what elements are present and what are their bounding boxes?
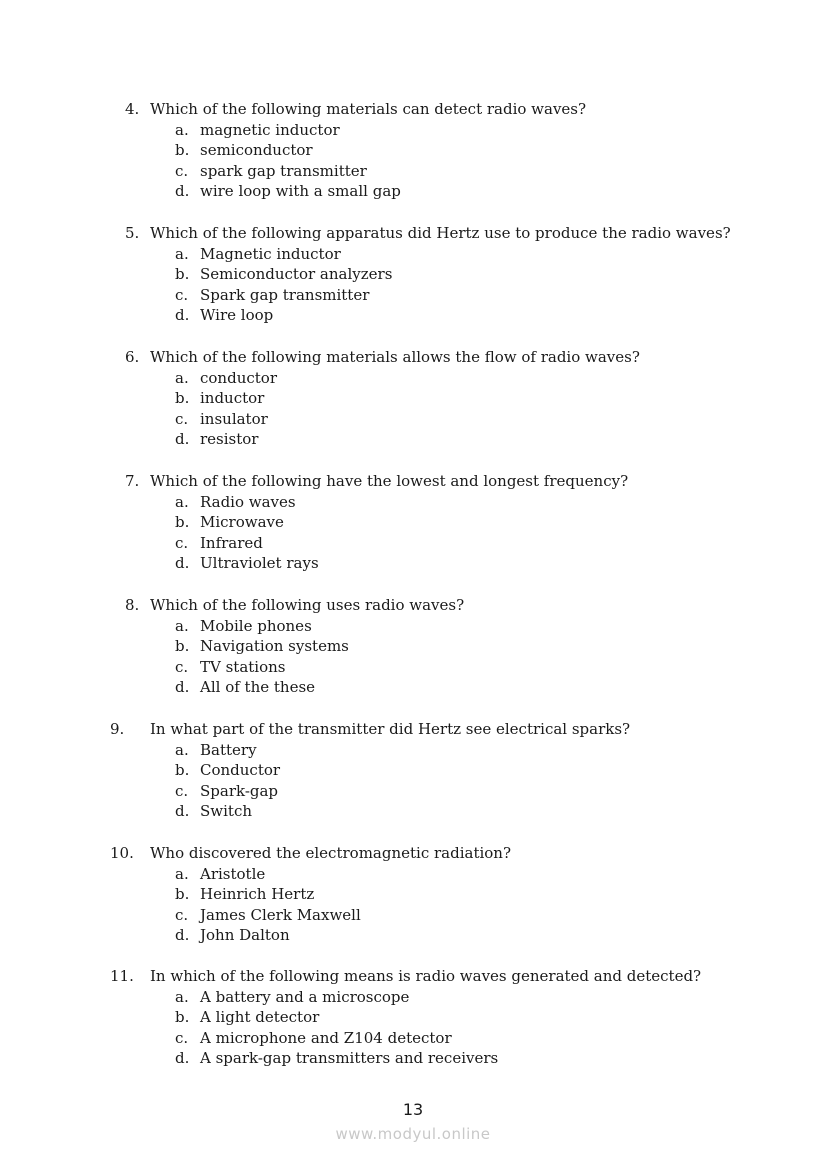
question-number: 10. (110, 844, 134, 862)
option-text: A battery and a microscope (200, 988, 410, 1006)
option-letter: a. (175, 988, 189, 1006)
option-letter: a. (175, 121, 189, 139)
option-letter: c. (175, 162, 189, 180)
option-letter: a. (175, 369, 189, 387)
option-text: wire loop with a small gap (200, 182, 401, 200)
option-text: Semiconductor analyzers (200, 265, 393, 283)
option-letter: b. (175, 761, 190, 779)
option-text: Navigation systems (200, 637, 349, 655)
page-number: 13 (402, 1100, 424, 1119)
option-text: magnetic inductor (200, 121, 340, 139)
question-text: Which of the following materials can detect radio waves? (150, 100, 587, 118)
option-letter: b. (175, 389, 190, 407)
option-letter: c. (175, 410, 189, 428)
option-text: insulator (200, 410, 268, 428)
question-text: In which of the following means is radio waves generated and detected? (150, 967, 702, 985)
option-text: A microphone and Z104 detector (200, 1029, 452, 1047)
option-text: John Dalton (200, 926, 290, 944)
option-text: Spark gap transmitter (200, 286, 370, 304)
option-letter: d. (175, 306, 190, 324)
option-text: Mobile phones (200, 617, 312, 635)
question-number: 7. (125, 472, 140, 490)
option-letter: b. (175, 637, 190, 655)
option-letter: d. (175, 926, 190, 944)
option-text: Aristotle (200, 865, 266, 883)
option-letter: d. (175, 802, 190, 820)
option-letter: a. (175, 741, 189, 759)
option-text: Infrared (200, 534, 263, 552)
option-letter: b. (175, 513, 190, 531)
question-text: In what part of the transmitter did Hertz see electrical sparks? (150, 720, 631, 738)
question-number: 4. (125, 100, 140, 118)
option-letter: a. (175, 865, 189, 883)
option-text: Ultraviolet rays (200, 554, 319, 572)
option-letter: d. (175, 1049, 190, 1067)
question-text: Who discovered the electromagnetic radiation? (150, 844, 512, 862)
option-text: conductor (200, 369, 277, 387)
option-letter: c. (175, 658, 189, 676)
option-text: Battery (200, 741, 257, 759)
watermark: www.modyul.online (335, 1125, 491, 1143)
question-number: 8. (125, 596, 140, 614)
option-text: spark gap transmitter (200, 162, 367, 180)
option-letter: c. (175, 906, 189, 924)
option-text: inductor (200, 389, 265, 407)
question-text: Which of the following materials allows the flow of radio waves? (150, 348, 640, 366)
option-text: A light detector (200, 1008, 320, 1026)
option-letter: d. (175, 430, 190, 448)
question-text: Which of the following apparatus did Hertz use to produce the radio waves? (150, 224, 731, 242)
option-text: All of the these (200, 678, 316, 696)
option-letter: c. (175, 534, 189, 552)
option-letter: b. (175, 1008, 190, 1026)
option-letter: a. (175, 245, 189, 263)
option-text: resistor (200, 430, 259, 448)
question-number: 9. (110, 720, 125, 738)
option-text: Radio waves (200, 493, 296, 511)
option-letter: d. (175, 182, 190, 200)
option-text: Switch (200, 802, 253, 820)
option-text: Heinrich Hertz (200, 885, 315, 903)
option-letter: c. (175, 1029, 189, 1047)
option-letter: b. (175, 141, 190, 159)
option-letter: c. (175, 782, 189, 800)
option-text: Spark-gap (200, 782, 279, 800)
option-letter: a. (175, 493, 189, 511)
option-text: Wire loop (200, 306, 274, 324)
question-number: 11. (110, 967, 134, 985)
option-letter: c. (175, 286, 189, 304)
option-text: TV stations (200, 658, 286, 676)
option-letter: a. (175, 617, 189, 635)
option-text: Magnetic inductor (200, 245, 341, 263)
option-text: A spark-gap transmitters and receivers (200, 1049, 499, 1067)
option-letter: d. (175, 678, 190, 696)
option-letter: b. (175, 265, 190, 283)
option-text: James Clerk Maxwell (200, 906, 361, 924)
option-text: Conductor (200, 761, 281, 779)
option-text: Microwave (200, 513, 284, 531)
question-text: Which of the following have the lowest and longest frequency? (150, 472, 629, 490)
question-text: Which of the following uses radio waves? (150, 596, 465, 614)
option-text: semiconductor (200, 141, 313, 159)
option-letter: b. (175, 885, 190, 903)
option-letter: d. (175, 554, 190, 572)
question-number: 5. (125, 224, 140, 242)
question-number: 6. (125, 348, 140, 366)
